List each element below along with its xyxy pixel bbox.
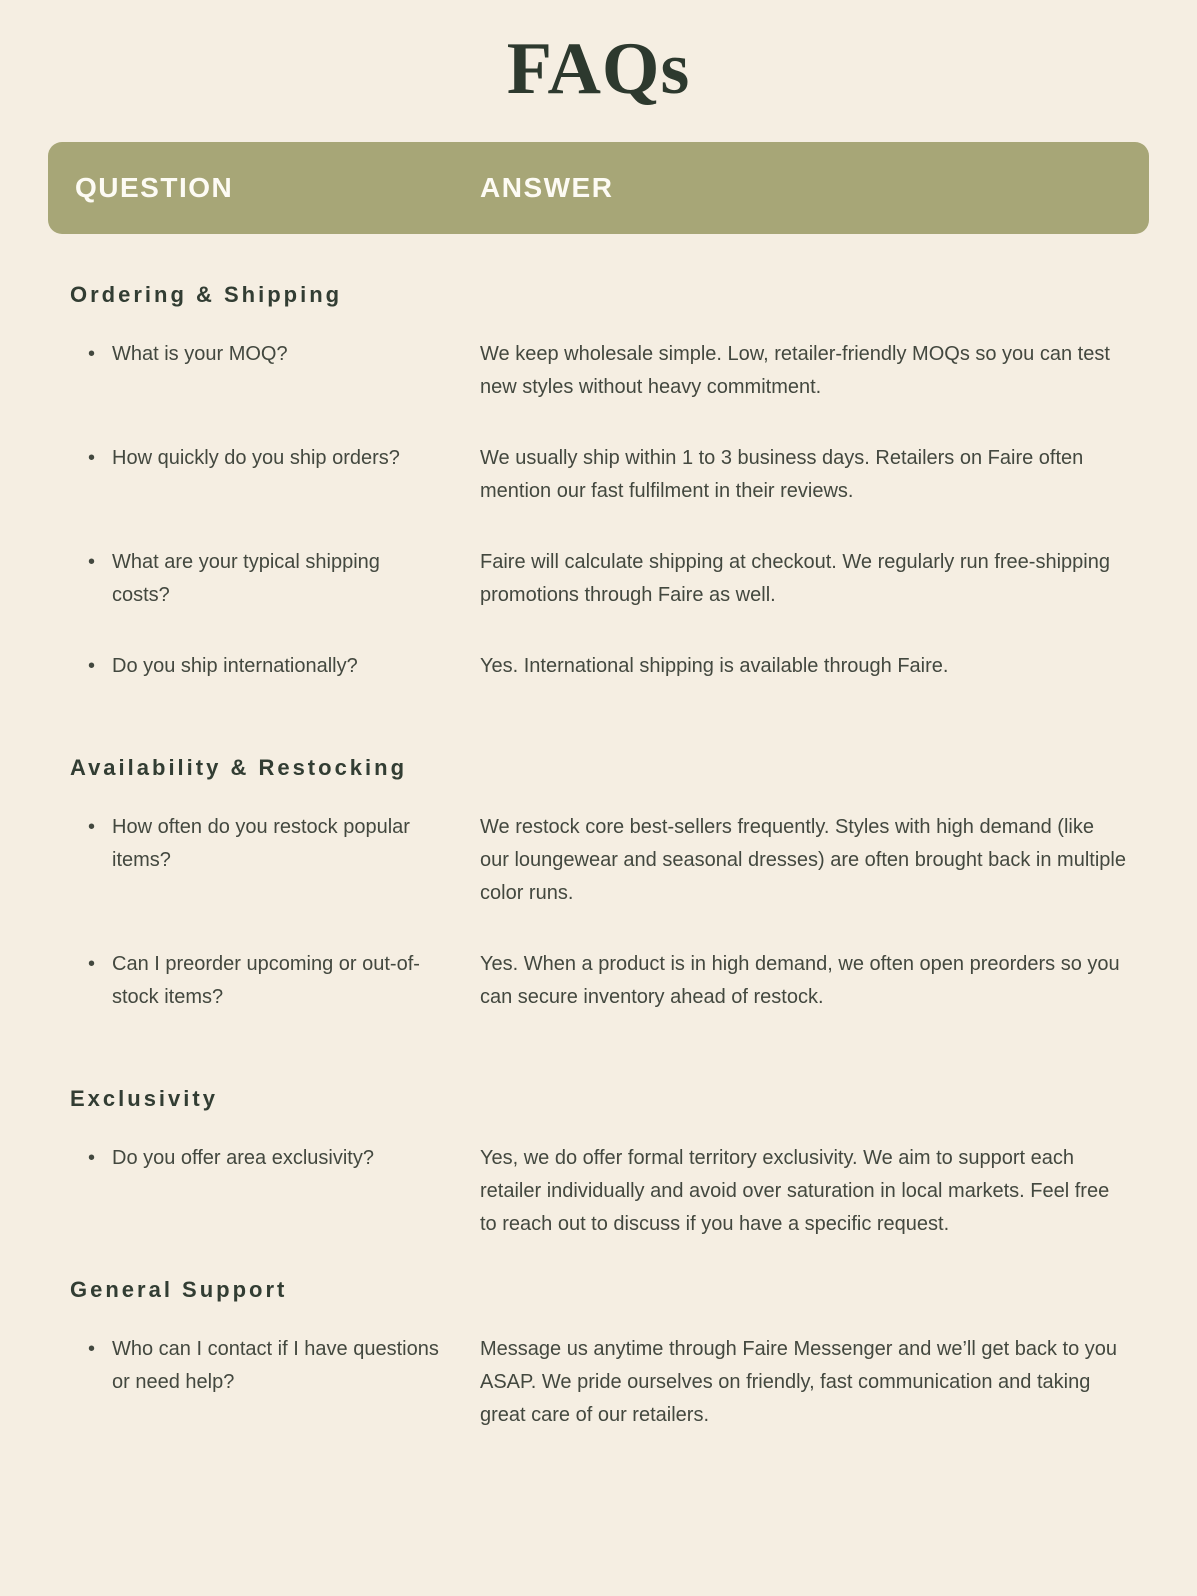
question-text: Do you offer area exclusivity?	[112, 1146, 374, 1169]
faq-row	[70, 650, 1127, 683]
answer-text: Yes. International shipping is available through Faire.	[480, 654, 949, 677]
answer-text: Message us anytime through Faire Messenger and we’ll get back to you ASAP. We pride ourselves on friendly, fast communication and taking great care of our retailers.	[480, 1337, 1118, 1426]
answer-cell	[480, 948, 1127, 1014]
question-cell	[70, 948, 480, 1014]
section-rows	[70, 1142, 1127, 1241]
faq-row	[70, 811, 1127, 910]
answer-cell	[480, 1142, 1127, 1241]
bullet-icon: •	[88, 654, 96, 677]
answer-text: Yes, we do offer formal territory exclusivity. We aim to support each retailer individually and avoid over saturation in local markets. Feel free to reach out to discuss if you have a specific request.	[480, 1146, 1110, 1235]
faq-row	[70, 442, 1127, 508]
answer-cell	[480, 338, 1127, 404]
answer-text: We usually ship within 1 to 3 business days. Retailers on Faire often mention our fast fulfilment in their reviews.	[480, 446, 1084, 502]
question-cell	[70, 1142, 480, 1241]
bullet-icon: •	[88, 952, 96, 975]
answer-text: Yes. When a product is in high demand, we often open preorders so you can secure inventory ahead of restock.	[480, 952, 1120, 1008]
answer-cell	[480, 650, 1127, 683]
answer-cell	[480, 811, 1127, 910]
table-header-bar	[48, 142, 1149, 234]
question-text: Can I preorder upcoming or out-of-stock items?	[112, 952, 420, 1008]
page-title: FAQs	[506, 28, 691, 110]
answer-cell	[480, 546, 1127, 612]
section-rows	[70, 1333, 1127, 1432]
section-title: General Support	[70, 1276, 288, 1302]
section-rows	[70, 338, 1127, 683]
bullet-icon: •	[88, 1337, 96, 1360]
question-cell	[70, 546, 480, 612]
answer-cell	[480, 442, 1127, 508]
question-cell	[70, 1333, 480, 1432]
section-title: Availability & Restocking	[70, 754, 408, 780]
question-text: What is your MOQ?	[112, 342, 288, 365]
bullet-icon: •	[88, 446, 96, 469]
answer-cell	[480, 1333, 1127, 1432]
faq-section	[70, 755, 1127, 1014]
answer-text: We restock core best-sellers frequently. Styles with high demand (like our loungewear and seasonal dresses) are often brought back in multiple color runs.	[480, 815, 1126, 904]
question-text: Who can I contact if I have questions or need help?	[112, 1337, 439, 1393]
bullet-icon: •	[88, 550, 96, 573]
faq-section	[70, 282, 1127, 683]
section-rows	[70, 811, 1127, 1014]
question-text: What are your typical shipping costs?	[112, 550, 380, 606]
faq-row	[70, 1142, 1127, 1241]
question-cell	[70, 650, 480, 683]
column-header-answer: ANSWER	[480, 171, 614, 203]
question-text: How often do you restock popular items?	[112, 815, 410, 871]
faq-content	[48, 282, 1149, 1432]
bullet-icon: •	[88, 815, 96, 838]
faq-row	[70, 948, 1127, 1014]
bullet-icon: •	[88, 1146, 96, 1169]
question-cell	[70, 338, 480, 404]
section-title: Exclusivity	[70, 1085, 218, 1111]
column-header-question: QUESTION	[75, 171, 234, 203]
faq-section	[70, 1277, 1127, 1432]
section-title: Ordering & Shipping	[70, 281, 343, 307]
faq-section	[70, 1086, 1127, 1241]
question-cell	[70, 442, 480, 508]
faq-row	[70, 338, 1127, 404]
faq-row	[70, 546, 1127, 612]
faq-row	[70, 1333, 1127, 1432]
question-text: Do you ship internationally?	[112, 654, 358, 677]
question-cell	[70, 811, 480, 910]
answer-text: Faire will calculate shipping at checkout. We regularly run free-shipping promotions through Faire as well.	[480, 550, 1110, 606]
question-text: How quickly do you ship orders?	[112, 446, 400, 469]
bullet-icon: •	[88, 342, 96, 365]
answer-text: We keep wholesale simple. Low, retailer-friendly MOQs so you can test new styles without heavy commitment.	[480, 342, 1110, 398]
